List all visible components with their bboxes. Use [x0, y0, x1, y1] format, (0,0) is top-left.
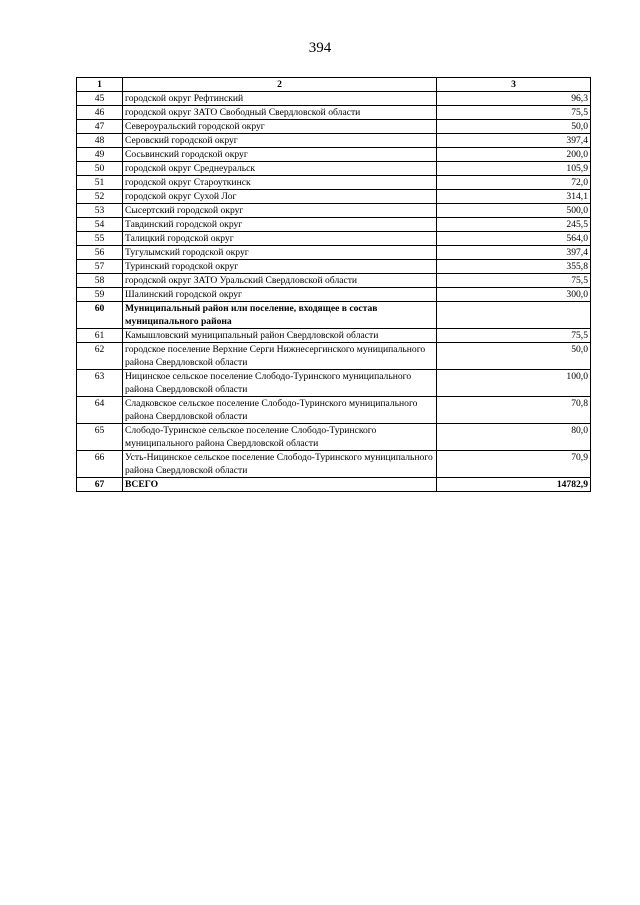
row-amount: 105,9: [437, 162, 591, 176]
row-name: Шалинский городской округ: [123, 288, 437, 302]
row-number: 52: [77, 190, 123, 204]
row-amount: 355,8: [437, 260, 591, 274]
row-amount: 72,0: [437, 176, 591, 190]
row-number: 59: [77, 288, 123, 302]
table-row: [77, 260, 591, 274]
row-amount: 14782,9: [437, 478, 591, 492]
table-row: [77, 148, 591, 162]
row-number: 45: [77, 92, 123, 106]
row-name: городской округ ЗАТО Свободный Свердловской области: [123, 106, 437, 120]
row-name: городской округ ЗАТО Уральский Свердловской области: [123, 274, 437, 288]
row-amount: 314,1: [437, 190, 591, 204]
row-number: 55: [77, 232, 123, 246]
header-col-name: 2: [123, 78, 437, 92]
table-row: [77, 120, 591, 134]
row-number: 56: [77, 246, 123, 260]
table-row: [77, 288, 591, 302]
table-row: [77, 302, 591, 329]
row-name: Сладковское сельское поселение Слободо-Туринского муниципального района Свердловской области: [123, 397, 437, 424]
table-row: [77, 274, 591, 288]
row-number: 61: [77, 329, 123, 343]
row-name: Тугулымский городской округ: [123, 246, 437, 260]
row-number: 57: [77, 260, 123, 274]
row-name: Муниципальный район или поселение, входящее в состав муниципального района: [123, 302, 437, 329]
table-row: [77, 343, 591, 370]
row-number: 64: [77, 397, 123, 424]
row-name: Ницинское сельское поселение Слободо-Туринского муниципального района Свердловской области: [123, 370, 437, 397]
row-amount: 96,3: [437, 92, 591, 106]
row-name: городской округ Рефтинский: [123, 92, 437, 106]
row-amount: 70,9: [437, 451, 591, 478]
row-name: Серовский городской округ: [123, 134, 437, 148]
row-name: Слободо-Туринское сельское поселение Слободо-Туринского муниципального района Свердловской области: [123, 424, 437, 451]
row-name: городской округ Среднеуральск: [123, 162, 437, 176]
row-number: 50: [77, 162, 123, 176]
table-row: [77, 218, 591, 232]
table-row: [77, 329, 591, 343]
row-number: 63: [77, 370, 123, 397]
row-amount: [437, 302, 591, 329]
row-amount: 75,5: [437, 274, 591, 288]
row-name: Талицкий городской округ: [123, 232, 437, 246]
row-number: 66: [77, 451, 123, 478]
row-name: Сысертский городской округ: [123, 204, 437, 218]
table-row: [77, 370, 591, 397]
row-number: 62: [77, 343, 123, 370]
table-row: [77, 106, 591, 120]
row-amount: 245,5: [437, 218, 591, 232]
row-number: 51: [77, 176, 123, 190]
allocation-table: [76, 77, 591, 492]
row-name: городской округ Сухой Лог: [123, 190, 437, 204]
row-amount: 100,0: [437, 370, 591, 397]
row-amount: 200,0: [437, 148, 591, 162]
row-number: 58: [77, 274, 123, 288]
row-amount: 397,4: [437, 134, 591, 148]
row-name: Тавдинский городской округ: [123, 218, 437, 232]
row-amount: 75,5: [437, 106, 591, 120]
table-row: [77, 190, 591, 204]
row-number: 60: [77, 302, 123, 329]
table-row: [77, 451, 591, 478]
table-row: [77, 162, 591, 176]
row-name: Сосьвинский городской округ: [123, 148, 437, 162]
header-col-amount: 3: [437, 78, 591, 92]
table-row: [77, 232, 591, 246]
page-number: 394: [308, 40, 332, 56]
table-row: [77, 424, 591, 451]
table-row: [77, 397, 591, 424]
row-name: Туринский городской округ: [123, 260, 437, 274]
row-number: 46: [77, 106, 123, 120]
row-amount: 397,4: [437, 246, 591, 260]
row-amount: 70,8: [437, 397, 591, 424]
row-number: 49: [77, 148, 123, 162]
table-row: [77, 176, 591, 190]
row-amount: 50,0: [437, 343, 591, 370]
row-amount: 75,5: [437, 329, 591, 343]
table-row: [77, 246, 591, 260]
row-amount: 80,0: [437, 424, 591, 451]
row-name: городской округ Староуткинск: [123, 176, 437, 190]
table-row: [77, 92, 591, 106]
row-amount: 300,0: [437, 288, 591, 302]
row-number: 54: [77, 218, 123, 232]
row-amount: 50,0: [437, 120, 591, 134]
row-name: городское поселение Верхние Серги Нижнесергинского муниципального района Свердловской области: [123, 343, 437, 370]
row-number: 67: [77, 478, 123, 492]
row-number: 53: [77, 204, 123, 218]
row-number: 48: [77, 134, 123, 148]
table-row: [77, 204, 591, 218]
row-name: Камышловский муниципальный район Свердловской области: [123, 329, 437, 343]
row-name: ВСЕГО: [123, 478, 437, 492]
row-name: Североуральский городской округ: [123, 120, 437, 134]
row-amount: 500,0: [437, 204, 591, 218]
row-name: Усть-Ницинское сельское поселение Слободо-Туринского муниципального района Свердловской области: [123, 451, 437, 478]
header-col-number: 1: [77, 78, 123, 92]
table-row: [77, 134, 591, 148]
row-number: 47: [77, 120, 123, 134]
row-amount: 564,0: [437, 232, 591, 246]
table-header-row: [77, 78, 591, 92]
row-number: 65: [77, 424, 123, 451]
table-row: [77, 478, 591, 492]
